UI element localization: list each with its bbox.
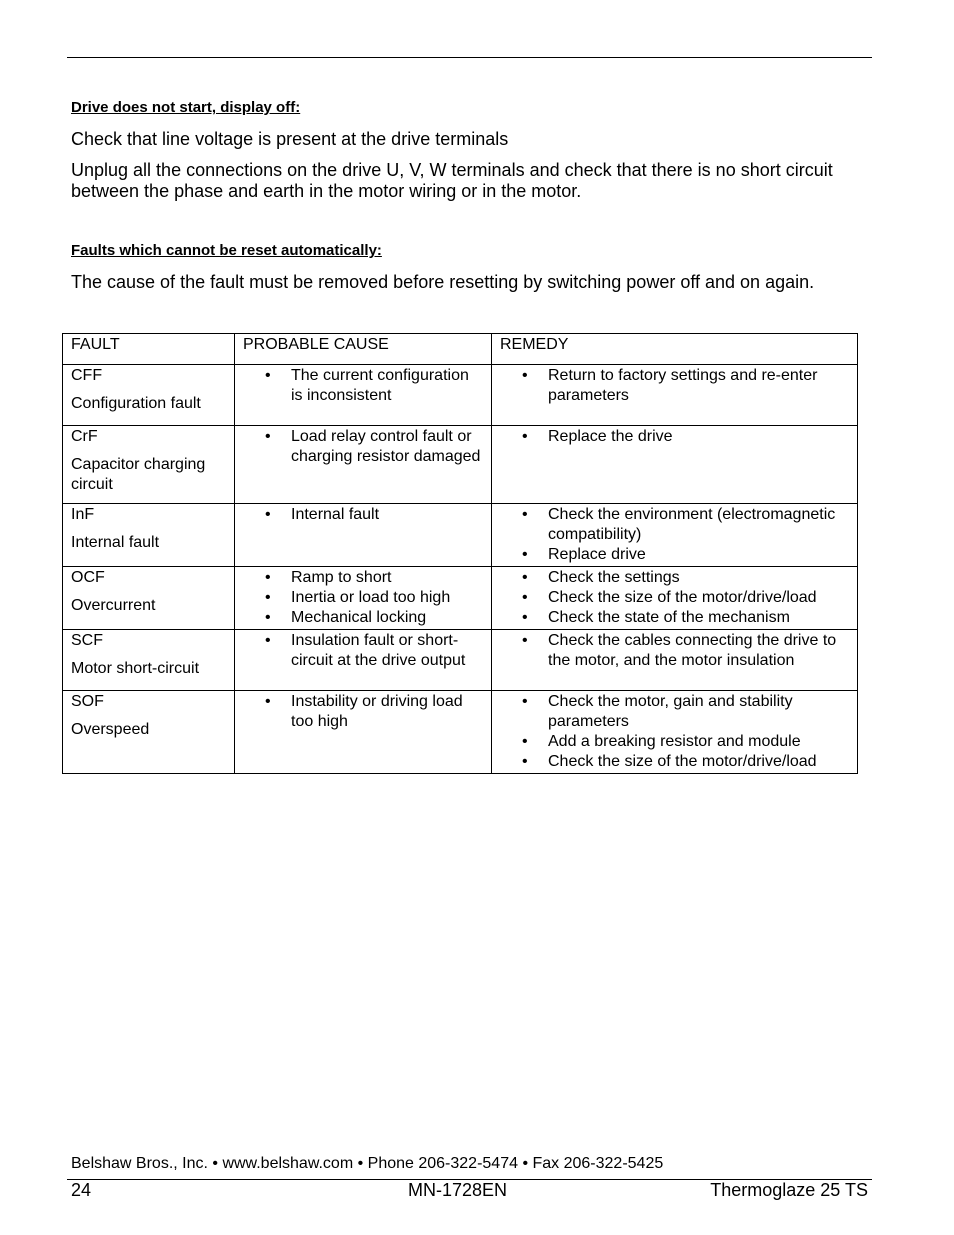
- table-row: [63, 365, 858, 426]
- remedy-item: • Check the motor, gain and stability parameters: [492, 692, 849, 732]
- section-heading-display-off: Drive does not start, display off:: [71, 99, 301, 116]
- fault-name: Internal fault: [71, 534, 160, 551]
- cause-item: • Ramp to short: [235, 568, 483, 588]
- fault-code: CrF: [71, 428, 98, 445]
- cause-item: • Instability or driving load too high: [235, 692, 483, 732]
- cause-item: • Load relay control fault or charging resistor damaged: [235, 427, 483, 467]
- fault-cell: [63, 426, 235, 504]
- remedy-item: • Replace the drive: [492, 427, 849, 447]
- table-row: [63, 691, 858, 774]
- table-row: [63, 630, 858, 691]
- cause-item: • Insulation fault or short-circuit at the drive output: [235, 631, 483, 671]
- section-heading-faults-no-reset: Faults which cannot be reset automatically:: [71, 242, 382, 259]
- fault-code: InF: [71, 506, 95, 523]
- cause-cell: [235, 691, 492, 774]
- fault-name: Configuration fault: [71, 395, 201, 412]
- cause-cell: [235, 630, 492, 691]
- fault-name: Capacitor charging circuit: [71, 456, 206, 493]
- header-rule: [67, 57, 872, 58]
- fault-name: Overcurrent: [71, 597, 156, 614]
- remedy-cell: [492, 630, 858, 691]
- remedy-item: • Check the environment (electromagnetic compatibility): [492, 505, 849, 545]
- remedy-cell: [492, 365, 858, 426]
- remedy-cell: [492, 426, 858, 504]
- cause-item: • Inertia or load too high: [235, 588, 483, 608]
- document-number: MN-1728EN: [408, 1180, 508, 1200]
- remedy-item: • Check the cables connecting the drive to the motor, and the motor insulation: [492, 631, 849, 671]
- paragraph-check-voltage: Check that line voltage is present at the drive terminals: [71, 129, 509, 149]
- remedy-item: • Check the size of the motor/drive/load: [492, 588, 849, 608]
- fault-cell: [63, 691, 235, 774]
- remedy-item: • Return to factory settings and re-enter parameters: [492, 366, 849, 406]
- paragraph-fault-cause: The cause of the fault must be removed before resetting by switching power off and on again.: [71, 272, 815, 292]
- remedy-item: • Replace drive: [492, 545, 849, 565]
- footer-company-info: Belshaw Bros., Inc. • www.belshaw.com • Phone 206-322-5474 • Fax 206-322-5425: [71, 1155, 664, 1172]
- fault-code: SCF: [71, 632, 103, 649]
- fault-cell: [63, 504, 235, 567]
- column-header-remedy: REMEDY: [492, 334, 858, 365]
- cause-cell: [235, 504, 492, 567]
- page-number: 24: [71, 1180, 92, 1200]
- cause-item: • Internal fault: [235, 505, 483, 525]
- fault-cell: [63, 567, 235, 630]
- cause-item: • The current configuration is inconsistent: [235, 366, 483, 406]
- remedy-item: • Add a breaking resistor and module: [492, 732, 849, 752]
- fault-code: SOF: [71, 693, 104, 710]
- fault-code: OCF: [71, 569, 105, 586]
- remedy-cell: [492, 691, 858, 774]
- fault-name: Motor short-circuit: [71, 660, 200, 677]
- remedy-cell: [492, 504, 858, 567]
- fault-table: [62, 333, 858, 774]
- cause-cell: [235, 567, 492, 630]
- fault-cell: [63, 630, 235, 691]
- table-header-row: [63, 334, 858, 365]
- remedy-cell: [492, 567, 858, 630]
- cause-cell: [235, 365, 492, 426]
- paragraph-unplug-connections: Unplug all the connections on the drive U, V, W terminals and check that there is no short circuit between the phase and earth in the motor wiring or in the motor.: [71, 160, 833, 201]
- remedy-item: • Check the state of the mechanism: [492, 608, 849, 628]
- cause-cell: [235, 426, 492, 504]
- column-header-fault: FAULT: [63, 334, 235, 365]
- cause-item: • Mechanical locking: [235, 608, 483, 628]
- fault-code: CFF: [71, 367, 103, 384]
- fault-cell: [63, 365, 235, 426]
- table-row: [63, 567, 858, 630]
- remedy-item: • Check the settings: [492, 568, 849, 588]
- table-row: [63, 426, 858, 504]
- table-row: [63, 504, 858, 567]
- fault-name: Overspeed: [71, 721, 150, 738]
- product-name: Thermoglaze 25 TS: [710, 1180, 868, 1200]
- remedy-item: • Check the size of the motor/drive/load: [492, 752, 849, 772]
- column-header-cause: PROBABLE CAUSE: [235, 334, 492, 365]
